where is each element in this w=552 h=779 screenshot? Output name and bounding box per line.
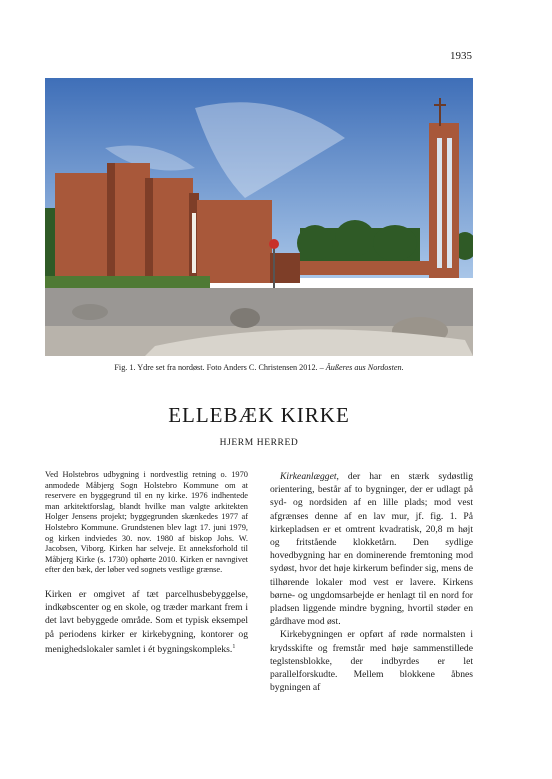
- church-exterior-illustration: [45, 78, 473, 356]
- church-photo: [45, 78, 473, 356]
- bell-tower: [429, 123, 459, 278]
- body-paragraph: Kirkebygningen er opført af røde normalsten i krydsskifte og fremstår med høje sammenstillede teglstensblokke, der indbyrdes er let parallelforskudte. Mellem blokkene åbnes bygningen af: [270, 629, 473, 694]
- figure-caption: [45, 363, 473, 373]
- church-title: ELLEBÆK KIRKE: [168, 403, 350, 427]
- lawn: [45, 276, 210, 288]
- boulder: [230, 308, 260, 328]
- section-term: Kirkeanlægget: [280, 471, 337, 482]
- boulder: [72, 304, 108, 320]
- caption-text: Fig. 1. Ydre set fra nordøst. Foto Anders C. Christensen 2012. –: [114, 363, 324, 372]
- tree: [373, 225, 417, 261]
- bell-tower-opening: [437, 138, 442, 268]
- church-block: [153, 178, 193, 283]
- tree: [297, 225, 333, 261]
- cross-post: [439, 98, 441, 126]
- church-block: [55, 173, 115, 283]
- church-window: [192, 213, 196, 273]
- bell-tower-opening: [447, 138, 452, 268]
- left-column: [45, 470, 248, 656]
- road-sign: [269, 239, 279, 249]
- church-block: [197, 200, 272, 283]
- footnote-marker[interactable]: 1: [232, 643, 236, 650]
- intro-paragraph: Ved Holstebros udbygning i nordvestlig retning o. 1970 anmodede Måbjerg Sogn Holstebro Kommune om at reservere en byggegrund til en ny kirke. 1976 indhentede man arkitektforslag, blandt hvilke man valgte arkitekten Holger Jensens projekt; byggegrunden skænkedes 1977 af Holstebro Kommune. Grundstenen blev lagt 17. juni 1979, og kirken indviedes 30. nov. 1980 af biskop Johs. W. Jacobsen, Viborg. Kirken har selveje. Et anneksforhold til Måbjerg Kirke (s. 1730) ophørte 2010. Kirken er navngivet efter den bæk, der løber ved sognets vestlige grænse.: [45, 470, 248, 575]
- cross-bar: [434, 104, 446, 106]
- page-number: 1935: [450, 50, 472, 62]
- low-wall: [300, 261, 430, 275]
- church-block: [115, 163, 150, 283]
- road-sign-pole: [273, 246, 275, 291]
- paragraph-text: Kirken er omgivet af tæt parcelhusbebyggelse, indkøbscenter og en skole, og træder markant frem i det lavt bebyggede område. Som et typisk eksempel på periodens kirker er kirkebygning, kontorer og menighedslokaler samlet i ét bygningskompleks.: [45, 588, 248, 655]
- body-paragraph: [270, 470, 473, 628]
- district-subtitle: HJERM HERRED: [219, 438, 299, 448]
- paragraph-text: , der har en stærk sydøstlig orientering, består af to bygninger, der er udlagt på syd- og nordsiden af en lille plads; mod vest afgrænses denne af en lav mur, jf. fig. 1. På kirkepladsen er et omtrent kvadratisk, 20,8 m højt og fritstående klokketårn. Den sydlige hovedbygning har en dominerende fremtoning mod sydøst, hvor det høje kirkerum befinder sig, mens de tilhørende lokaler mod vest er lavere. Kirkens børne- og ungdomsarbejde er henlagt til en nord for pladsen liggende mindre bygning, hvortil støder en gårdhave mod øst.: [270, 471, 473, 628]
- caption-german: Äußeres aus Nordosten.: [325, 363, 404, 372]
- body-paragraph: [45, 588, 248, 656]
- right-column: [270, 470, 473, 694]
- tree: [335, 220, 375, 256]
